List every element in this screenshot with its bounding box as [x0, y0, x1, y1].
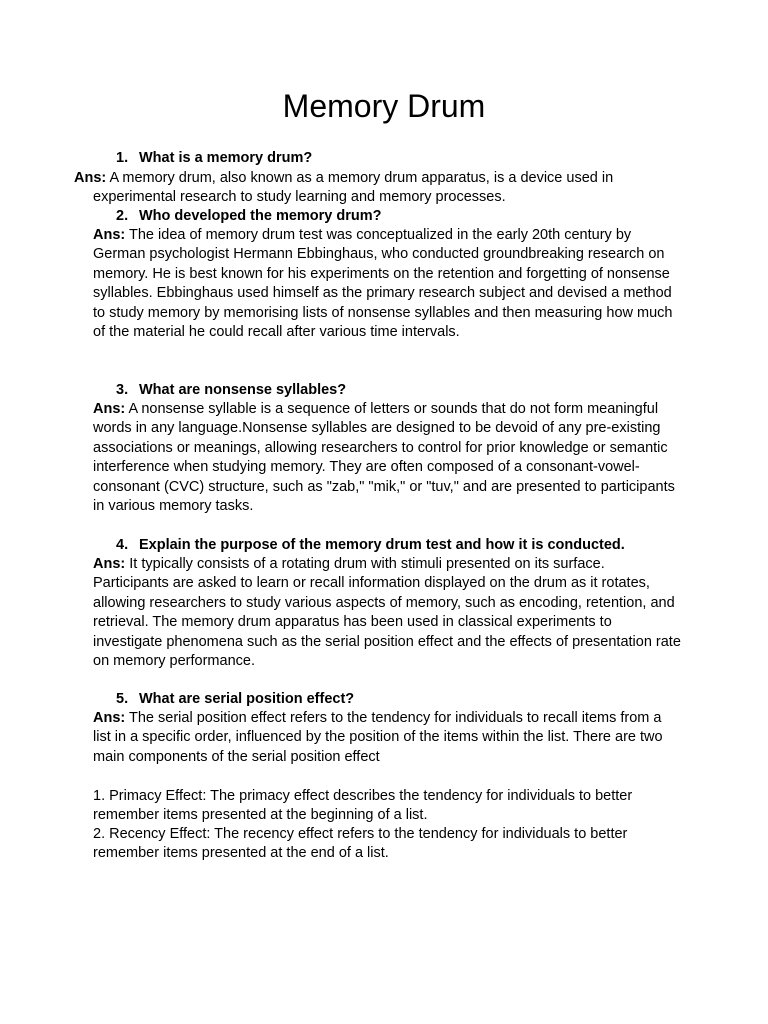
- question-number: 2.: [116, 208, 129, 224]
- answer-5: [93, 709, 683, 767]
- answer-label: Ans:: [93, 227, 126, 243]
- question-text: Who developed the memory drum?: [139, 208, 382, 224]
- answer-text: A memory drum, also known as a memory drum apparatus, is a device used in experimental research to study learning and memory processes.: [93, 170, 614, 206]
- primacy-effect-paragraph: 1. Primacy Effect: The primacy effect describes the tendency for individuals to better remember items presented at the beginning of a list.: [93, 788, 633, 824]
- question-text: What are nonsense syllables?: [139, 382, 347, 398]
- question-text: Explain the purpose of the memory drum test and how it is conducted.: [139, 537, 625, 553]
- answer-text: The idea of memory drum test was conceptualized in the early 20th century by German psychologist Hermann Ebbinghaus, who conducted groundbreaking research on memory. He is best known for his experiments on the retention and forgetting of nonsense syllables. Ebbinghaus used himself as the primary research subject and devised a method to study memory by memorising lists of nonsense syllables and then measuring how much of the material he could recall after various time intervals.: [93, 227, 673, 341]
- answer-text: It typically consists of a rotating drum with stimuli presented on its surface. Participants are asked to learn or recall information displayed on the drum as it rotates, allowing researchers to study various aspects of memory, such as encoding, retention, and retrieval. The memory drum apparatus has been used in classical experiments to investigate phenomena such as the serial position effect and the effects of presentation rate on memory performance.: [93, 556, 681, 670]
- document-title: Memory Drum: [282, 88, 486, 124]
- answer-label: Ans:: [93, 710, 126, 726]
- question-2: [116, 207, 382, 226]
- answer-4: [93, 555, 683, 671]
- question-text: What is a memory drum?: [139, 150, 313, 166]
- question-number: 1.: [116, 150, 129, 166]
- answer-label: Ans:: [74, 170, 107, 186]
- question-number: 4.: [116, 537, 129, 553]
- answer-1: [74, 169, 683, 208]
- answer-text: A nonsense syllable is a sequence of letters or sounds that do not form meaningful words in any language.Nonsense syllables are designed to be devoid of any pre-existing associations or meanings, allowing researchers to control for prior knowledge or semantic interference when studying memory. They are often composed of a consonant-vowel-consonant (CVC) structure, such as "zab," "mik," or "tuv," and are presented to participants in various memory tasks.: [93, 401, 675, 515]
- recency-effect-paragraph: 2. Recency Effect: The recency effect refers to the tendency for individuals to better remember items presented at the end of a list.: [93, 826, 628, 862]
- question-1: [116, 149, 312, 168]
- answer-label: Ans:: [93, 401, 126, 417]
- answer-3: [93, 400, 683, 516]
- question-5: [116, 690, 354, 709]
- answer-text: The serial position effect refers to the tendency for individuals to recall items from a list in a specific order, influenced by the position of the items within the list. There are two main components of the serial position effect: [93, 710, 663, 765]
- answer-2: [93, 226, 683, 342]
- question-number: 5.: [116, 691, 129, 707]
- question-4: [116, 536, 625, 555]
- answer-label: Ans:: [93, 556, 126, 572]
- question-text: What are serial position effect?: [139, 691, 355, 707]
- question-number: 3.: [116, 382, 129, 398]
- question-3: [116, 381, 346, 400]
